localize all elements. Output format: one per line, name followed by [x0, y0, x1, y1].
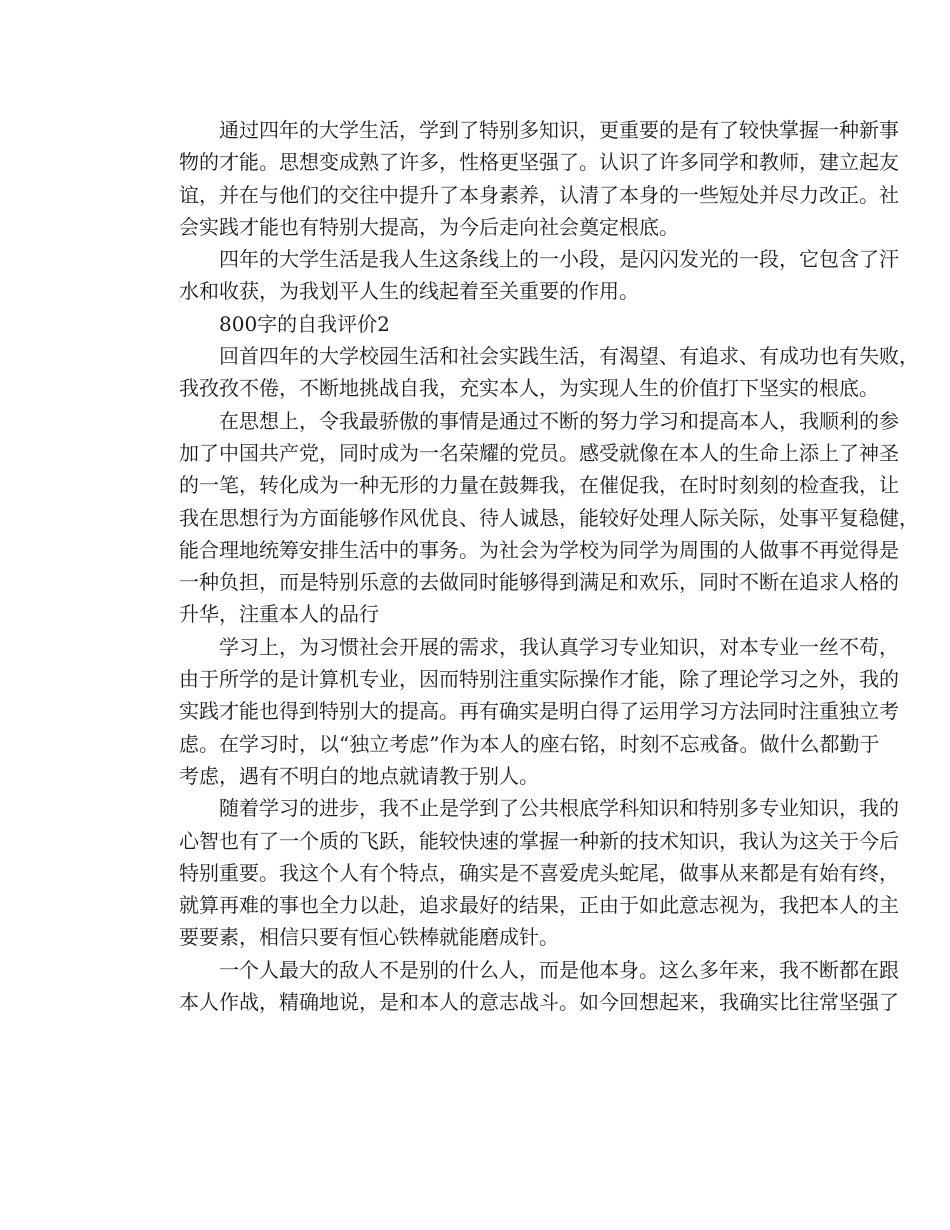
- text-line: 我在思想行为方面能够作风优良、待人诚恳，能较好处理人际关际，处事平复稳健，: [179, 505, 919, 530]
- text-line: 通过四年的大学生活，学到了特别多知识，更重要的是有了较快掌握一种新事: [219, 118, 899, 142]
- text-line: 要要素，相信只要有恒心铁棒就能磨成针。: [179, 925, 559, 950]
- text-line: 水和收获，为我划平人生的线起着至关重要的作用。: [179, 279, 639, 304]
- text-line: 会实践才能也有特别大提高，为今后走向社会奠定根底。: [179, 214, 679, 239]
- paragraph-1: [139, 114, 899, 243]
- text-line: 能合理地统筹安排生活中的事务。为社会为学校为同学为周围的人做事不再觉得是: [179, 537, 899, 562]
- text-line: 一个人最大的敌人不是别的什么人，而是他本身。这么多年来，我不断都在跟: [219, 957, 899, 982]
- text-line: 回首四年的大学校园生活和社会实践生活，有渴望、有追求、有成功也有失败，: [219, 344, 919, 369]
- text-line: 一种负担，而是特别乐意的去做同时能够得到满足和欢乐，同时不断在追求人格的: [179, 570, 899, 595]
- text-line: 学习上，为习惯社会开展的需求，我认真学习专业知识，对本专业一丝不苟，: [219, 634, 899, 659]
- paragraph-2: [139, 243, 899, 308]
- text-line: 我孜孜不倦，不断地挑战自我，充实本人，为实现人生的价值打下坚实的根底。: [179, 376, 879, 401]
- text-line: 特别重要。我这个人有个特点，确实是不喜爱虎头蛇尾，做事从来都是有始有终，: [179, 860, 899, 885]
- text-line: 就算再难的事也全力以赴，追求最好的结果，正由于如此意志视为，我把本人的主: [179, 893, 899, 918]
- document-body: [139, 114, 919, 1018]
- paragraph-6: [139, 792, 899, 953]
- paragraph-3: [139, 340, 919, 405]
- text-line: 加了中国共产党，同时成为一名荣耀的党员。感受就像在本人的生命上添上了神圣: [179, 440, 899, 465]
- text-line: 物的才能。思想变成熟了许多，性格更坚强了。认识了许多同学和教师，建立起友: [179, 150, 899, 175]
- heading-line: 800字的自我评价2: [219, 311, 390, 336]
- text-line: 心智也有了一个质的飞跃，能较快速的掌握一种新的技术知识，我认为这关于今后: [179, 828, 899, 853]
- paragraph-4: [139, 405, 919, 631]
- text-line: 在思想上，令我最骄傲的事情是通过不断的努力学习和提高本人，我顺利的参: [219, 408, 899, 433]
- text-line: 随着学习的进步，我不止是学到了公共根底学科知识和特别多专业知识，我的: [219, 796, 899, 821]
- text-line: 实践才能也得到特别大的提高。再有确实是明白得了运用学习方法同时注重独立考: [179, 699, 899, 724]
- text-line: 升华，注重本人的品行: [179, 602, 379, 627]
- text-line: 本人作战，精确地说，是和本人的意志战斗。如今回想起来，我确实比往常坚强了: [179, 990, 899, 1015]
- paragraph-7: [139, 954, 899, 1019]
- text-line: 的一笔，转化成为一种无形的力量在鼓舞我，在催促我，在时时刻刻的检查我，让: [179, 473, 899, 498]
- paragraph-5: [139, 631, 899, 792]
- text-line: 四年的大学生活是我人生这条线上的一小段，是闪闪发光的一段，它包含了汗: [219, 247, 899, 272]
- text-line: 谊，并在与他们的交往中提升了本身素养，认清了本身的一些短处并尽力改正。社: [179, 182, 899, 207]
- text-line: 考虑，遇有不明白的地点就请教于别人。: [179, 763, 539, 788]
- text-line: 虑。在学习时，以“独立考虑”作为本人的座右铭，时刻不忘戒备。做什么都勤于: [179, 731, 880, 756]
- section-heading: [139, 308, 811, 340]
- text-line: 由于所学的是计算机专业，因而特别注重实际操作才能，除了理论学习之外，我的: [179, 667, 899, 692]
